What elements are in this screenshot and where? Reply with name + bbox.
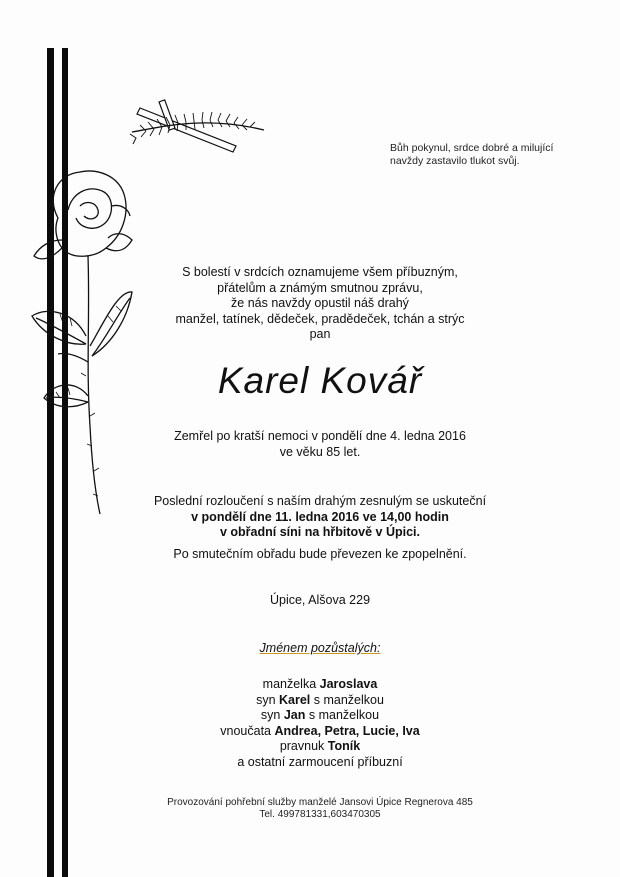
death-details	[150, 429, 490, 460]
footer-line: Provozování pohřební služby manželé Jansovi Úpice Regnerova 485	[167, 797, 473, 808]
cross-with-palm-icon	[126, 96, 271, 158]
farewell-line: Poslední rozloučení s naším drahým zesnulým se uskuteční	[153, 494, 487, 508]
intro-line: manžel, tatínek, dědeček, pradědeček, tchán a strýc	[175, 311, 465, 326]
quote-line: Bůh pokynul, srdce dobré a milující	[390, 142, 554, 154]
member-name: Jan	[283, 708, 306, 722]
funeral-service-footer	[130, 797, 510, 821]
family-member-son	[150, 708, 490, 724]
member-name: Andrea, Petra, Lucie, Iva	[274, 723, 420, 738]
relation-suffix: s manželkou	[310, 692, 384, 707]
family-others: a ostatní zarmoucení příbuzní	[237, 754, 403, 769]
relation-label: manželka	[262, 677, 320, 691]
intro-line: přátelům a známým smutnou zprávu,	[217, 280, 423, 295]
relation-label: syn	[256, 692, 279, 707]
footer-phone: Tel. 499781331,603470305	[259, 809, 381, 820]
family-address: Úpice, Alšova 229	[269, 593, 371, 607]
on-behalf-text: Jménem pozůstalých:	[259, 641, 381, 655]
family-member-greatgrandson	[150, 739, 490, 755]
announcement-intro	[150, 265, 490, 343]
death-line: Zemřel po kratší nemoci v pondělí dne 4. ledna 2016	[174, 429, 466, 443]
family-member-son	[150, 693, 490, 709]
relation-label: syn	[260, 708, 284, 722]
relation-label: pravnuk	[279, 739, 328, 753]
relation-label: vnoučata	[220, 723, 275, 738]
deceased-name: Karel Kovář	[217, 360, 423, 401]
member-name: Toník	[327, 739, 361, 753]
intro-line: pan	[309, 327, 331, 341]
intro-line: že nás navždy opustil náš drahý	[231, 296, 409, 310]
relation-suffix: s manželkou	[305, 708, 380, 722]
farewell-details	[150, 494, 490, 541]
cremation-note: Po smutečním obřadu bude převezen ke zpopelnění.	[173, 547, 467, 561]
farewell-place: v obřadní síni na hřbitově v Úpici.	[219, 525, 421, 539]
family-member-grandchildren	[150, 724, 490, 740]
member-name: Jaroslava	[319, 677, 378, 691]
quote-line: navždy zastavilo tlukot svůj.	[390, 155, 520, 167]
bereaved-family-list	[150, 677, 490, 770]
death-line: ve věku 85 let.	[279, 444, 361, 459]
opening-quote	[380, 142, 580, 168]
farewell-date: v pondělí dne 11. ledna 2016 ve 14,00 hodin	[191, 509, 449, 524]
intro-line: S bolestí v srdcích oznamujeme všem příbuzným,	[182, 265, 458, 279]
family-member-wife	[150, 677, 490, 693]
on-behalf-heading	[150, 641, 490, 655]
rose-icon	[28, 166, 138, 518]
member-name: Karel	[279, 692, 311, 707]
